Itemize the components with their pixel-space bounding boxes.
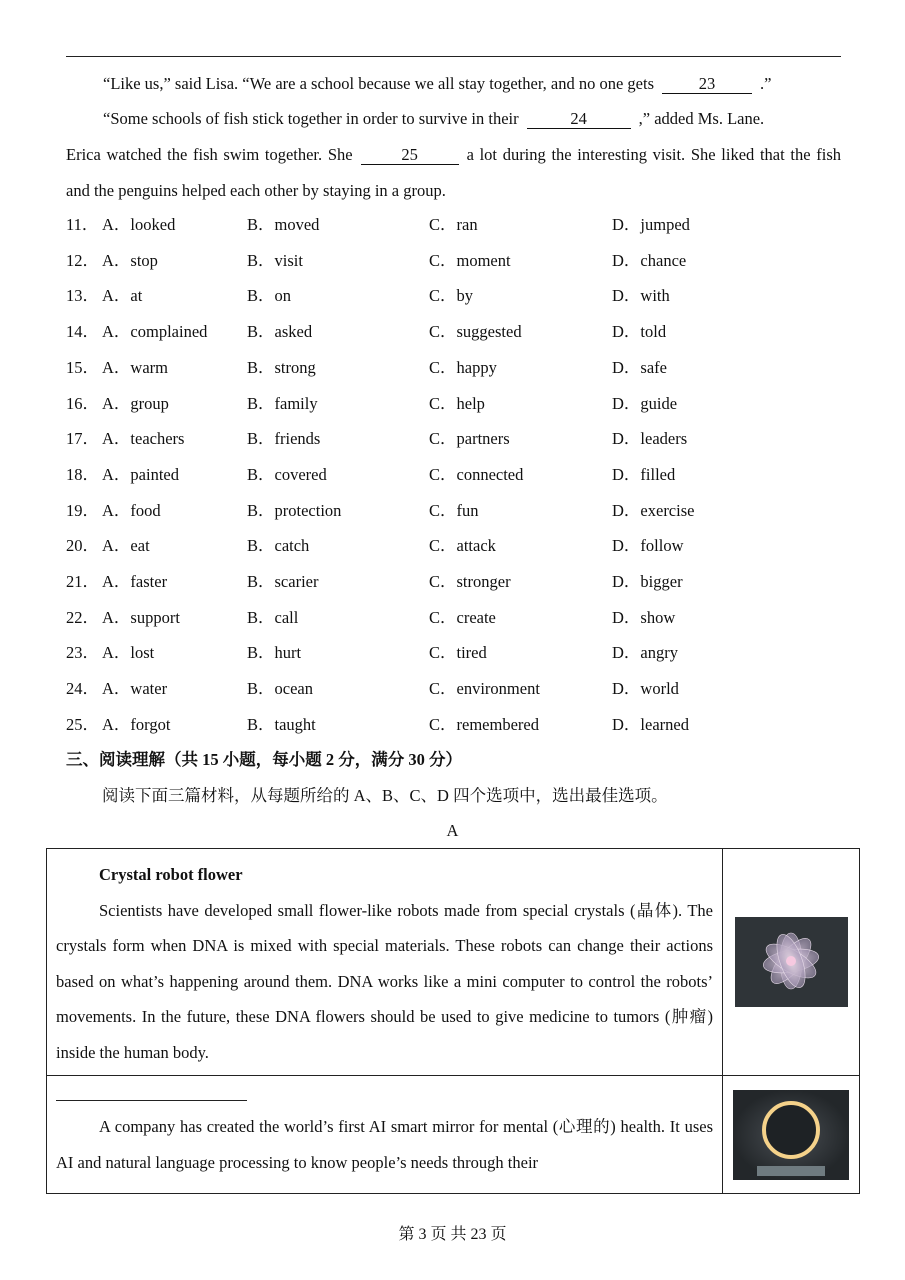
option-d: D．follow: [612, 536, 684, 556]
question-row: [66, 671, 856, 707]
question-row: [66, 207, 856, 243]
passage-row-1: [47, 849, 860, 1076]
option-c: C．by: [429, 286, 474, 306]
option-b: B．taught: [247, 714, 316, 734]
question-row: [66, 386, 856, 422]
blank-23: 23: [662, 75, 752, 94]
question-row: [66, 493, 856, 529]
option-d: D．chance: [612, 250, 687, 270]
option-c: C．environment: [429, 679, 540, 699]
option-a: A．teachers: [102, 429, 185, 449]
option-c: C．fun: [429, 500, 479, 520]
option-d: D．leaders: [612, 429, 688, 449]
option-c: C．tired: [429, 643, 487, 663]
option-a: A．faster: [102, 572, 168, 591]
option-c: C．attack: [429, 536, 496, 556]
blank-24: 24: [527, 110, 631, 129]
question-row: [66, 421, 856, 457]
question-row: [66, 635, 856, 671]
question-number: 25．: [66, 714, 99, 734]
option-c: C．ran: [429, 215, 478, 234]
option-c: C．remembered: [429, 714, 539, 734]
option-a: A．group: [102, 393, 169, 413]
smart-mirror-image: [733, 1090, 849, 1180]
option-a: A．support: [102, 607, 180, 627]
passage-label: A: [446, 821, 459, 840]
question-number: 21．: [66, 572, 99, 591]
option-d: D．exercise: [612, 500, 695, 520]
option-c: C．suggested: [429, 322, 522, 342]
question-row: [66, 707, 856, 743]
option-b: B．family: [247, 393, 318, 413]
passage-image-cell-2: [723, 1076, 860, 1194]
question-number: 22．: [66, 607, 99, 627]
question-number: 18．: [66, 464, 99, 484]
option-a: A．stop: [102, 250, 158, 270]
option-a: A．complained: [102, 322, 208, 342]
option-b: B．catch: [247, 536, 310, 556]
option-b: B．moved: [247, 215, 320, 234]
option-a: A．looked: [102, 215, 176, 234]
question-number: 15．: [66, 357, 99, 377]
blank-25: 25: [361, 146, 459, 165]
option-c: C．happy: [429, 357, 497, 377]
section-instruction: 阅读下面三篇材料，从每题所给的 A、B、C、D 四个选项中，选出最佳选项。: [102, 786, 668, 805]
question-row: [66, 350, 856, 386]
option-c: C．help: [429, 393, 485, 413]
question-number: 12．: [66, 250, 99, 270]
passage-row-2: [47, 1076, 860, 1194]
option-c: C．create: [429, 607, 496, 627]
passage-title: Crystal robot flower: [99, 865, 243, 884]
option-a: A．forgot: [102, 714, 171, 734]
option-b: B．ocean: [247, 679, 313, 699]
passage-text-cell-2: [47, 1076, 723, 1194]
top-rule: [66, 56, 841, 57]
option-c: C．connected: [429, 464, 524, 484]
option-d: D．show: [612, 607, 676, 627]
option-a: A．at: [102, 286, 143, 306]
question-number: 11．: [66, 215, 99, 234]
option-a: A．lost: [102, 643, 155, 663]
crystal-flower-image: [735, 917, 848, 1007]
question-row: [66, 243, 856, 279]
option-d: D．with: [612, 286, 670, 306]
question-number: 19．: [66, 500, 99, 520]
option-b: B．covered: [247, 464, 327, 484]
option-d: D．angry: [612, 643, 678, 663]
option-d: D．bigger: [612, 572, 683, 591]
question-row: [66, 457, 856, 493]
passage-text-cell-1: [47, 849, 723, 1076]
question-number: 13．: [66, 286, 99, 306]
option-d: D．learned: [612, 714, 689, 734]
question-row: [66, 528, 856, 564]
passage-paragraph-1: Scientists have developed small flower-like robots made from special crystals (晶体). The crystals form when DNA is mixed with special materials. These robots can change their actions based on what’s happening around them. DNA works like a mini computer to control the robots’ movements. In the future, these DNA flowers should be used to give medicine to tumors (肿瘤) inside the human body.: [56, 900, 713, 1062]
paragraph-1: “Like us,” said Lisa. “We are a school because we all stay together, and no one gets 23 .”: [103, 74, 772, 93]
option-d: D．filled: [612, 464, 676, 484]
option-d: D．jumped: [612, 215, 690, 234]
question-number: 17．: [66, 429, 99, 449]
paragraph-3: Erica watched the fish swim together. She 25 a lot during the interesting visit. She liked that the fish and the penguins helped each other by staying in a group.: [66, 145, 841, 200]
option-a: A．painted: [102, 464, 179, 484]
option-b: B．call: [247, 607, 299, 627]
option-c: C．partners: [429, 429, 510, 449]
option-b: B．hurt: [247, 643, 302, 663]
option-b: B．asked: [247, 322, 313, 342]
section-title: 三、阅读理解（共 15 小题，每小题 2 分，满分 30 分）: [66, 750, 462, 769]
option-b: B．protection: [247, 500, 342, 520]
question-row: [66, 564, 856, 600]
passage-image-cell-1: [723, 849, 860, 1076]
question-number: 16．: [66, 393, 99, 413]
option-d: D．guide: [612, 393, 678, 413]
option-d: D．world: [612, 679, 679, 699]
question-row: [66, 314, 856, 350]
title-answer-line: [56, 1100, 247, 1101]
option-a: A．food: [102, 500, 161, 520]
option-d: D．safe: [612, 357, 667, 377]
question-number: 14．: [66, 322, 99, 342]
question-row: [66, 278, 856, 314]
question-number: 20．: [66, 536, 99, 556]
option-a: A．water: [102, 679, 168, 699]
question-number: 24．: [66, 679, 99, 699]
option-c: C．moment: [429, 250, 511, 270]
option-b: B．visit: [247, 250, 303, 270]
page-footer: 第 3 页 共 23 页: [398, 1226, 507, 1243]
option-b: B．strong: [247, 357, 316, 377]
passage-paragraph-2: A company has created the world’s first AI smart mirror for mental (心理的) health. It uses AI and natural language processing to know people’s needs through their: [56, 1117, 713, 1172]
question-number: 23．: [66, 643, 99, 663]
passage-table: [46, 848, 860, 1194]
paragraph-2: “Some schools of fish stick together in order to survive in their 24 ,” added Ms. Lane.: [103, 109, 765, 128]
option-a: A．warm: [102, 357, 168, 377]
option-a: A．eat: [102, 536, 150, 556]
question-row: [66, 600, 856, 636]
option-b: B．friends: [247, 429, 321, 449]
option-b: B．on: [247, 286, 292, 306]
option-b: B．scarier: [247, 572, 319, 591]
option-d: D．told: [612, 322, 667, 342]
option-c: C．stronger: [429, 572, 511, 591]
